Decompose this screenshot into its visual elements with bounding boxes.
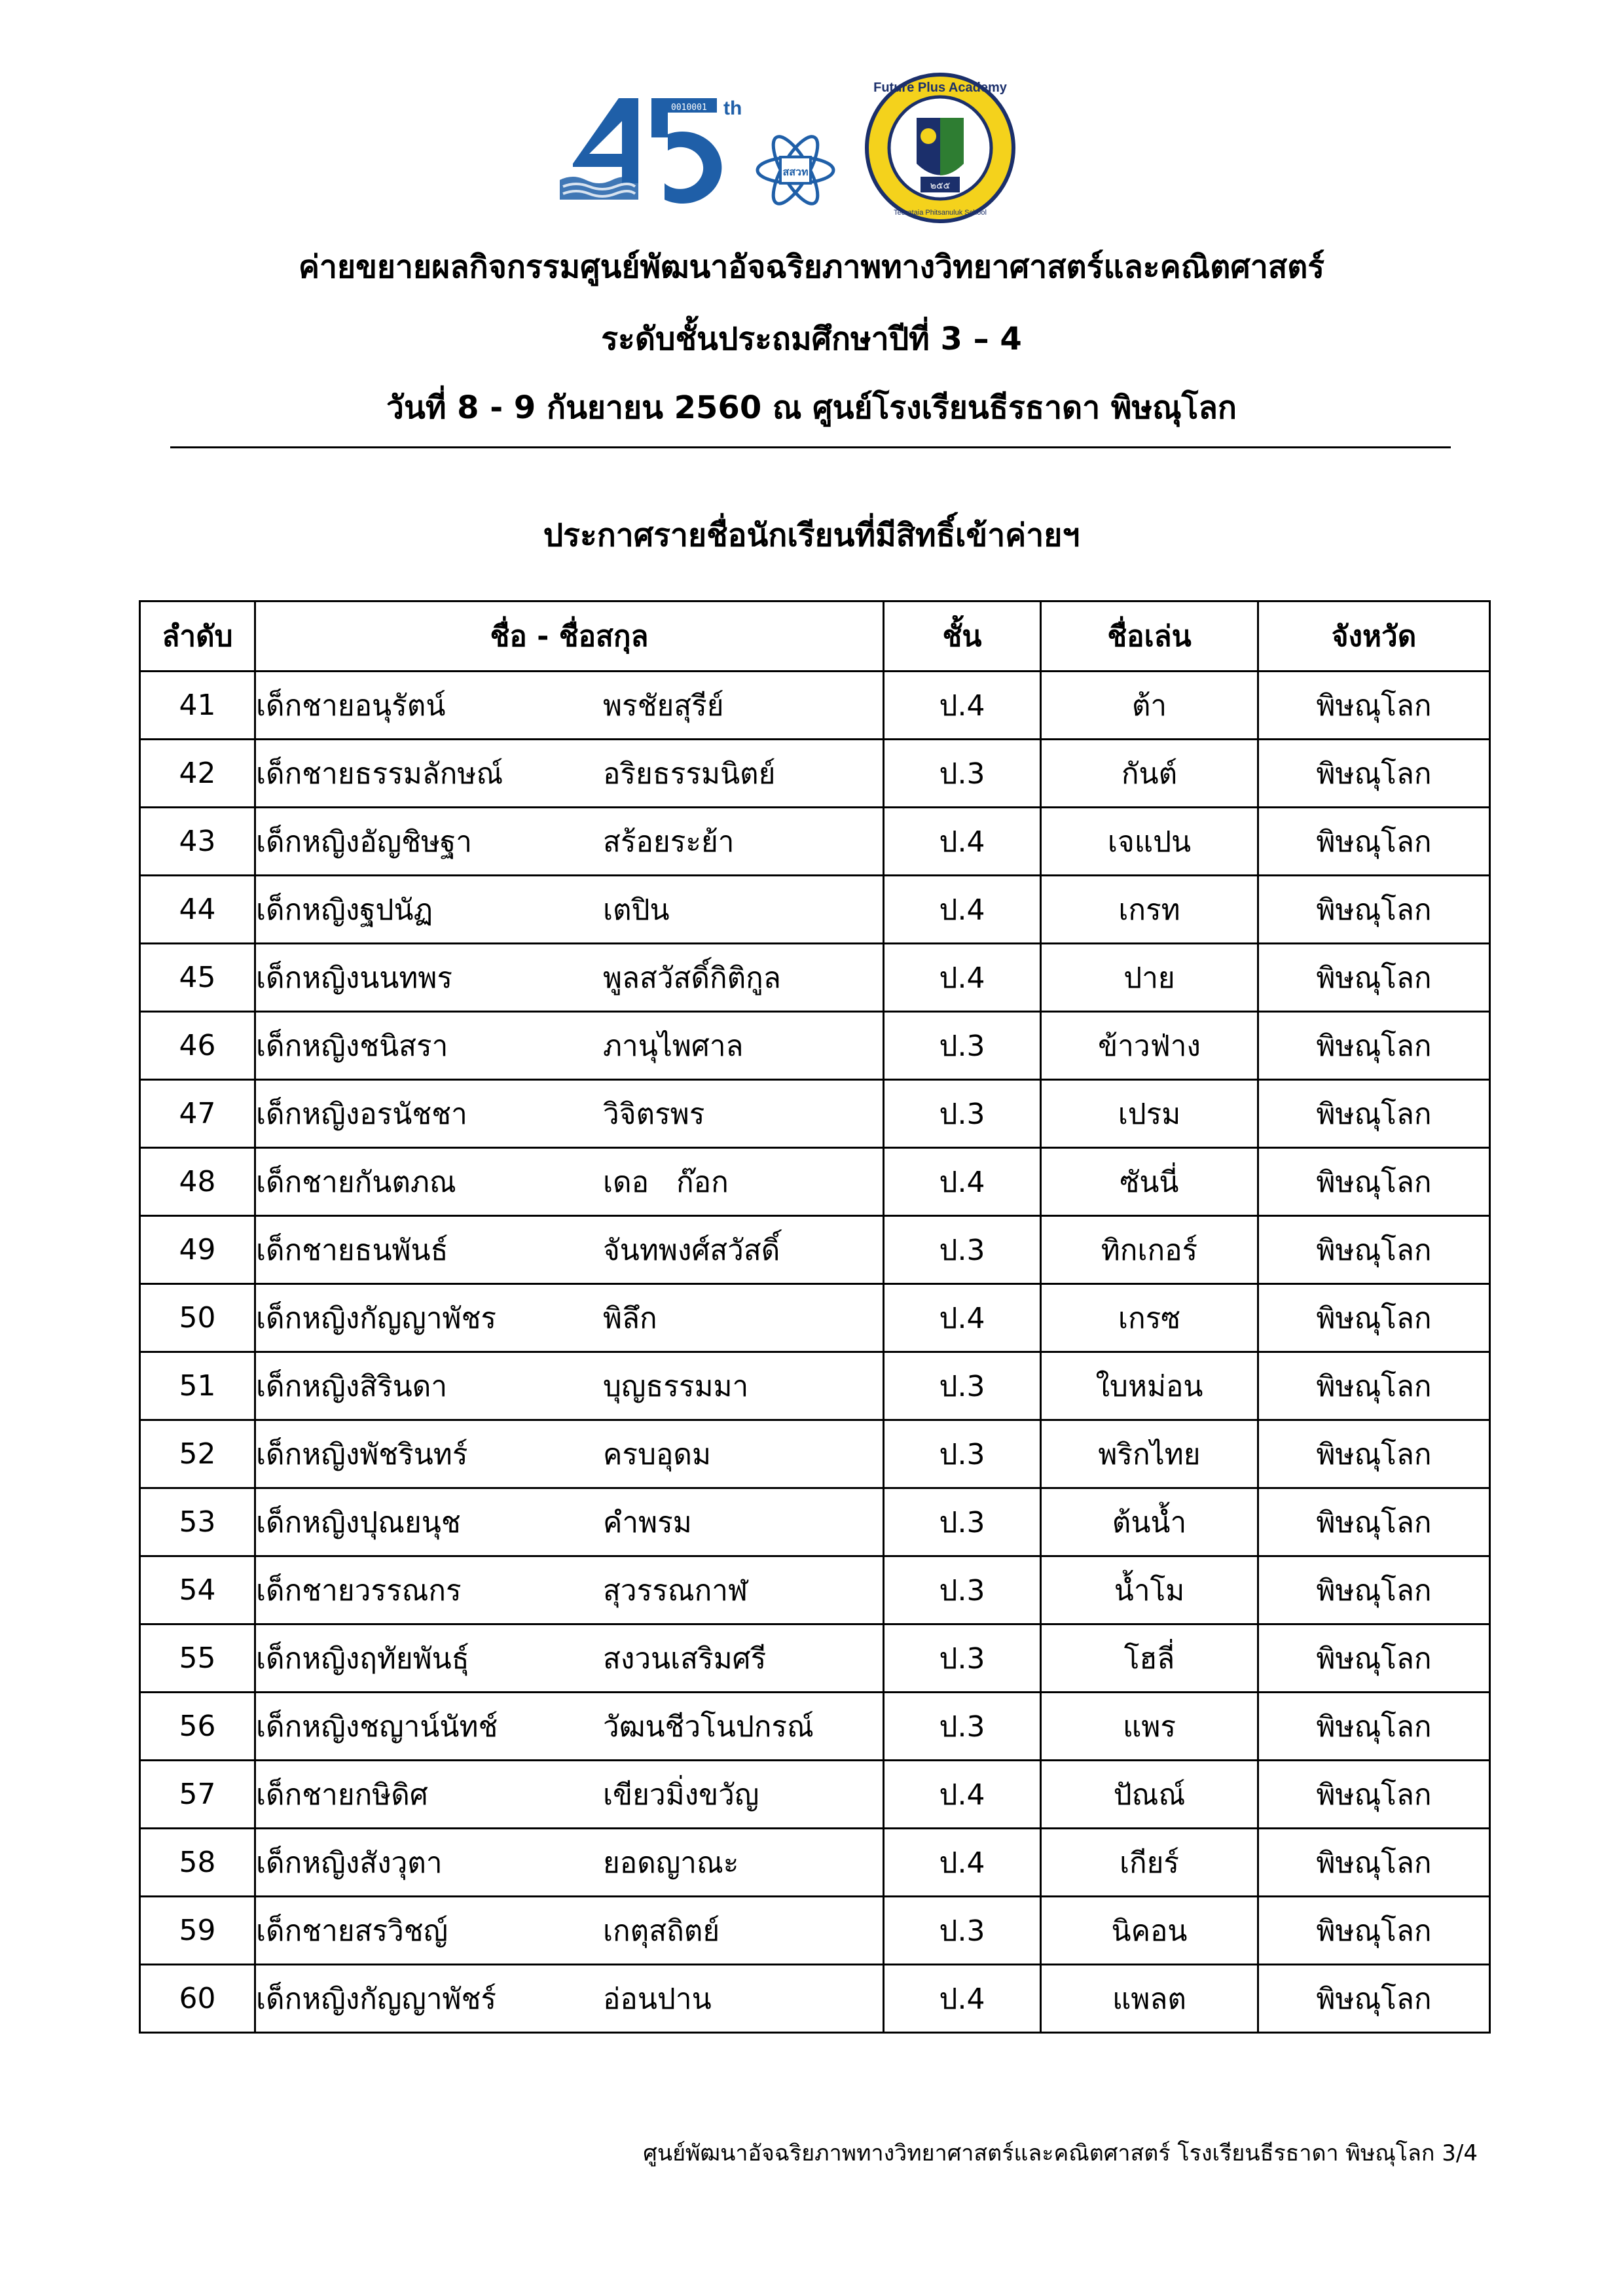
cell-nickname: กันต์	[1041, 740, 1258, 808]
institute-atom-logo	[753, 131, 838, 209]
table-row	[140, 1897, 1490, 1965]
table-row	[140, 1148, 1490, 1216]
cell-province: พิษณุโลก	[1258, 1556, 1490, 1624]
cell-first-name: เด็กชายอนุรัตน์	[256, 689, 446, 723]
col-header-order: ลำดับ	[140, 601, 255, 672]
svg-text:๒๕๕: ๒๕๕	[930, 181, 951, 191]
logo-th-text: th	[723, 98, 742, 119]
cell-first-name: เด็กหญิงกัญญาพัชร์	[256, 1982, 497, 2016]
cell-first-name: เด็กหญิงฤทัยพันธุ์	[256, 1641, 469, 1676]
col-header-name: ชื่อ - ชื่อสกุล	[255, 601, 884, 672]
cell-name	[255, 1965, 884, 2033]
school-seal-logo	[864, 72, 1016, 224]
cell-last-name: เกตุสถิตย์	[603, 1914, 720, 1948]
cell-grade: ป.3	[884, 740, 1041, 808]
cell-order: 56	[140, 1693, 255, 1761]
cell-grade: ป.4	[884, 808, 1041, 876]
school-seal-bottom-text: Teerataia Phitsanuluk School	[894, 209, 987, 217]
col-header-nickname: ชื่อเล่น	[1041, 601, 1258, 672]
cell-name	[255, 1897, 884, 1965]
cell-province: พิษณุโลก	[1258, 740, 1490, 808]
cell-nickname: ต้นน้ำ	[1041, 1488, 1258, 1556]
cell-last-name: ยอดญาณะ	[603, 1846, 739, 1880]
announcement-title: ประกาศรายชื่อนักเรียนที่มีสิทธิ์เข้าค่ายฯ	[543, 517, 1080, 554]
cell-name	[255, 1012, 884, 1080]
cell-nickname: พริกไทย	[1041, 1420, 1258, 1488]
cell-first-name: เด็กหญิงชญาน์นัทช์	[256, 1710, 498, 1744]
cell-last-name: สร้อยระย้า	[603, 825, 735, 859]
logo-digit-4	[573, 98, 638, 183]
table-body	[140, 672, 1490, 2033]
cell-last-name: ภานุไพศาล	[603, 1029, 744, 1063]
cell-province: พิษณุโลก	[1258, 1829, 1490, 1897]
cell-first-name: เด็กหญิงอรนัชชา	[256, 1097, 467, 1131]
cell-order: 54	[140, 1556, 255, 1624]
cell-grade: ป.4	[884, 1829, 1041, 1897]
cell-nickname: เจแปน	[1041, 808, 1258, 876]
cell-grade: ป.3	[884, 1624, 1041, 1693]
cell-first-name: เด็กหญิงชนิสรา	[256, 1029, 448, 1063]
header-divider	[170, 446, 1451, 448]
cell-name	[255, 740, 884, 808]
cell-province: พิษณุโลก	[1258, 1216, 1490, 1284]
header-line-2: ระดับชั้นประถมศึกษาปีที่ 3 – 4	[601, 321, 1022, 357]
cell-province: พิษณุโลก	[1258, 1012, 1490, 1080]
cell-province: พิษณุโลก	[1258, 1624, 1490, 1693]
svg-text:0010001: 0010001	[671, 103, 707, 113]
cell-last-name: เขียวมิ่งขวัญ	[603, 1778, 759, 1812]
cell-province: พิษณุโลก	[1258, 944, 1490, 1012]
table-row	[140, 808, 1490, 876]
cell-order: 45	[140, 944, 255, 1012]
cell-last-name: จันทพงศ์สวัสดิ์	[603, 1233, 780, 1267]
cell-first-name: เด็กชายธนพันธ์	[256, 1233, 448, 1267]
cell-nickname: นิคอน	[1041, 1897, 1258, 1965]
cell-province: พิษณุโลก	[1258, 1965, 1490, 2033]
cell-first-name: เด็กชายวรรณกร	[256, 1573, 462, 1607]
cell-last-name: เดอ ก๊อก	[603, 1165, 729, 1199]
cell-province: พิษณุโลก	[1258, 1897, 1490, 1965]
cell-province: พิษณุโลก	[1258, 1693, 1490, 1761]
header-line-1: ค่ายขยายผลกิจกรรมศูนย์พัฒนาอัจฉริยภาพทางวิทยาศาสตร์และคณิตศาสตร์	[298, 249, 1325, 285]
cell-grade: ป.3	[884, 1352, 1041, 1420]
cell-province: พิษณุโลก	[1258, 1420, 1490, 1488]
cell-grade: ป.4	[884, 1965, 1041, 2033]
cell-grade: ป.4	[884, 876, 1041, 944]
cell-order: 58	[140, 1829, 255, 1897]
cell-last-name: วิจิตรพร	[603, 1097, 705, 1131]
cell-name	[255, 808, 884, 876]
cell-order: 47	[140, 1080, 255, 1148]
cell-first-name: เด็กหญิงพัชรินทร์	[256, 1437, 468, 1471]
cell-province: พิษณุโลก	[1258, 672, 1490, 740]
table-row	[140, 1965, 1490, 2033]
table-row	[140, 1284, 1490, 1352]
cell-order: 46	[140, 1012, 255, 1080]
table-row	[140, 1420, 1490, 1488]
header-line-3: วันที่ 8 - 9 กันยายน 2560 ณ ศูนย์โรงเรียนธีรธาดา พิษณุโลก	[386, 389, 1237, 426]
cell-nickname: ปาย	[1041, 944, 1258, 1012]
cell-grade: ป.3	[884, 1080, 1041, 1148]
cell-nickname: เกรซ	[1041, 1284, 1258, 1352]
cell-grade: ป.4	[884, 944, 1041, 1012]
cell-first-name: เด็กหญิงกัญญาพัชร	[256, 1301, 497, 1335]
cell-name	[255, 1216, 884, 1284]
cell-order: 43	[140, 808, 255, 876]
cell-first-name: เด็กหญิงฐปนัฏ	[256, 893, 433, 927]
cell-last-name: อ่อนปาน	[603, 1982, 712, 2016]
cell-first-name: เด็กหญิงนนทพร	[256, 961, 453, 995]
cell-name	[255, 1420, 884, 1488]
logo-strip	[0, 72, 1623, 217]
table-row	[140, 1080, 1490, 1148]
col-header-grade: ชั้น	[884, 601, 1041, 672]
cell-name	[255, 1693, 884, 1761]
cell-nickname: น้ำโม	[1041, 1556, 1258, 1624]
table-row	[140, 740, 1490, 808]
cell-order: 52	[140, 1420, 255, 1488]
cell-order: 57	[140, 1761, 255, 1829]
cell-name	[255, 1624, 884, 1693]
cell-grade: ป.3	[884, 1216, 1041, 1284]
cell-last-name: พรชัยสุรีย์	[603, 689, 724, 723]
cell-name	[255, 1352, 884, 1420]
cell-grade: ป.4	[884, 672, 1041, 740]
cell-nickname: โฮลี่	[1041, 1624, 1258, 1693]
cell-grade: ป.3	[884, 1488, 1041, 1556]
table-row	[140, 1829, 1490, 1897]
cell-nickname: ใบหม่อน	[1041, 1352, 1258, 1420]
cell-order: 48	[140, 1148, 255, 1216]
table-row	[140, 672, 1490, 740]
table-row	[140, 1556, 1490, 1624]
cell-last-name: คำพรม	[603, 1505, 692, 1539]
student-table	[139, 600, 1491, 2034]
cell-first-name: เด็กหญิงอัญชิษฐา	[256, 825, 472, 859]
cell-grade: ป.3	[884, 1556, 1041, 1624]
table-header-row	[140, 601, 1490, 672]
table-row	[140, 1693, 1490, 1761]
table-row	[140, 944, 1490, 1012]
cell-name	[255, 944, 884, 1012]
cell-last-name: วัฒนชีวโนปกรณ์	[603, 1710, 814, 1744]
cell-name	[255, 1488, 884, 1556]
cell-order: 41	[140, 672, 255, 740]
cell-grade: ป.3	[884, 1693, 1041, 1761]
table-row	[140, 1352, 1490, 1420]
cell-first-name: เด็กหญิงสังวุตา	[256, 1846, 443, 1880]
cell-last-name: พิลึก	[603, 1301, 657, 1335]
cell-nickname: ทิกเกอร์	[1041, 1216, 1258, 1284]
cell-name	[255, 1284, 884, 1352]
table-row	[140, 1624, 1490, 1693]
cell-name	[255, 1829, 884, 1897]
cell-province: พิษณุโลก	[1258, 1080, 1490, 1148]
table-row	[140, 1488, 1490, 1556]
cell-last-name: อริยธรรมนิตย์	[603, 757, 776, 791]
cell-last-name: เตปิน	[603, 893, 670, 927]
cell-order: 60	[140, 1965, 255, 2033]
cell-first-name: เด็กหญิงปุณยนุช	[256, 1505, 461, 1539]
cell-last-name: ครบอุดม	[603, 1437, 711, 1471]
cell-order: 42	[140, 740, 255, 808]
cell-grade: ป.4	[884, 1148, 1041, 1216]
table-row	[140, 1216, 1490, 1284]
cell-nickname: ปัณณ์	[1041, 1761, 1258, 1829]
cell-grade: ป.4	[884, 1761, 1041, 1829]
cell-province: พิษณุโลก	[1258, 876, 1490, 944]
cell-order: 50	[140, 1284, 255, 1352]
table-row	[140, 1012, 1490, 1080]
cell-name	[255, 1148, 884, 1216]
cell-nickname: แพร	[1041, 1693, 1258, 1761]
cell-nickname: เกียร์	[1041, 1829, 1258, 1897]
cell-first-name: เด็กชายกันตภณ	[256, 1165, 456, 1199]
institute-abbr: สสวท	[782, 166, 809, 178]
cell-first-name: เด็กชายกษิดิศ	[256, 1778, 428, 1812]
cell-province: พิษณุโลก	[1258, 1352, 1490, 1420]
anniversary-45-logo	[560, 85, 776, 209]
school-seal-top-text: Future Plus Academy	[873, 81, 1007, 95]
cell-province: พิษณุโลก	[1258, 1284, 1490, 1352]
cell-name	[255, 672, 884, 740]
cell-first-name: เด็กชายสรวิชญ์	[256, 1914, 448, 1948]
cell-province: พิษณุโลก	[1258, 1488, 1490, 1556]
cell-province: พิษณุโลก	[1258, 1761, 1490, 1829]
col-header-province: จังหวัด	[1258, 601, 1490, 672]
cell-grade: ป.3	[884, 1897, 1041, 1965]
cell-order: 53	[140, 1488, 255, 1556]
cell-grade: ป.4	[884, 1284, 1041, 1352]
cell-name	[255, 1761, 884, 1829]
cell-last-name: สุวรรณกาฬ	[603, 1573, 748, 1607]
cell-nickname: ต้า	[1041, 672, 1258, 740]
cell-nickname: ซันนี่	[1041, 1148, 1258, 1216]
cell-nickname: เกรท	[1041, 876, 1258, 944]
cell-order: 59	[140, 1897, 255, 1965]
cell-grade: ป.3	[884, 1420, 1041, 1488]
cell-order: 44	[140, 876, 255, 944]
cell-last-name: สงวนเสริมศรี	[603, 1641, 767, 1676]
cell-nickname: เปรม	[1041, 1080, 1258, 1148]
cell-last-name: บุญธรรมมา	[603, 1369, 749, 1403]
cell-first-name: เด็กชายธรรมลักษณ์	[256, 757, 503, 791]
table-row	[140, 1761, 1490, 1829]
page-footer: ศูนย์พัฒนาอัจฉริยภาพทางวิทยาศาสตร์และคณิตศาสตร์ โรงเรียนธีรธาดา พิษณุโลก 3/4	[643, 2140, 1478, 2166]
logo-digit-5-bowl	[665, 132, 721, 204]
cell-first-name: เด็กหญิงสิรินดา	[256, 1369, 448, 1403]
cell-name	[255, 1556, 884, 1624]
cell-order: 51	[140, 1352, 255, 1420]
cell-name	[255, 1080, 884, 1148]
cell-province: พิษณุโลก	[1258, 808, 1490, 876]
table-row	[140, 876, 1490, 944]
cell-province: พิษณุโลก	[1258, 1148, 1490, 1216]
cell-order: 49	[140, 1216, 255, 1284]
cell-name	[255, 876, 884, 944]
cell-last-name: พูลสวัสดิ์กิติกูล	[603, 961, 781, 995]
cell-nickname: แพลต	[1041, 1965, 1258, 2033]
cell-order: 55	[140, 1624, 255, 1693]
cell-grade: ป.3	[884, 1012, 1041, 1080]
cell-nickname: ข้าวฟ่าง	[1041, 1012, 1258, 1080]
